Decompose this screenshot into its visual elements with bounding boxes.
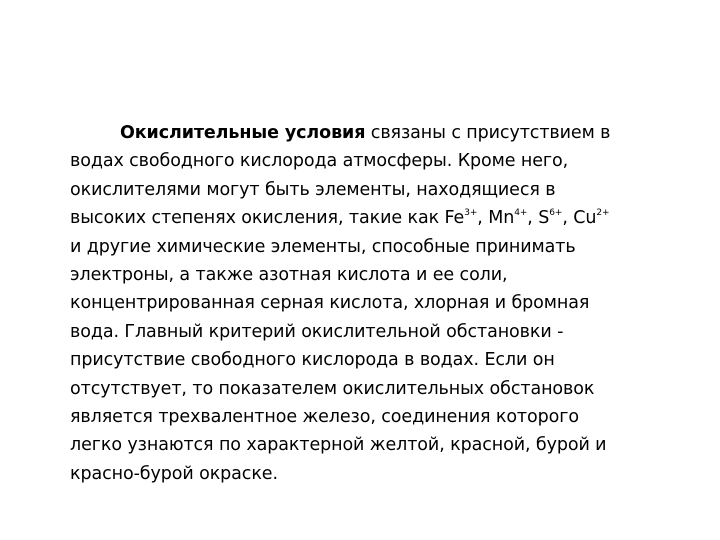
text-line: является трехвалентное железо, соединения которого bbox=[70, 407, 579, 428]
ion-fe bbox=[445, 208, 489, 228]
text-line: легко узнаются по характерной желтой, красной, бурой и bbox=[70, 435, 607, 456]
ion-cu bbox=[573, 208, 609, 228]
ion-separator: , bbox=[477, 208, 489, 229]
ion-symbol: Cu bbox=[573, 208, 597, 229]
text-line: концентрированная серная кислота, хлорная и бромная bbox=[70, 293, 590, 314]
text-fragment: связаны с присутствием в bbox=[365, 123, 611, 143]
ion-charge: 3+ bbox=[464, 208, 478, 219]
ion-symbol: Fe bbox=[444, 208, 465, 229]
text-line: электроны, а также азотная кислота и ее соли, bbox=[70, 265, 508, 286]
ion-charge: 2+ bbox=[596, 208, 610, 219]
ion-mn bbox=[488, 208, 538, 228]
text-line: и другие химические элементы, способные принимать bbox=[70, 236, 576, 257]
text-line: отсутствует, то показателем окислительных обстановок bbox=[70, 378, 595, 399]
text-line bbox=[70, 119, 670, 147]
ion-separator: , bbox=[562, 208, 574, 229]
ion-charge: 4+ bbox=[514, 208, 528, 219]
bold-term: Окислительные условия bbox=[120, 123, 366, 143]
text-line: красно-бурой окраске. bbox=[70, 463, 278, 484]
text-line-ions bbox=[70, 204, 670, 232]
ion-symbol: S bbox=[538, 208, 550, 229]
text-line: окислителями могут быть элементы, находящиеся в bbox=[70, 179, 556, 200]
body-paragraph bbox=[70, 119, 670, 488]
ion-separator: , bbox=[527, 208, 539, 229]
text-line: вода. Главный критерий окислительной обстановки - bbox=[70, 321, 564, 342]
ion-s bbox=[538, 208, 573, 228]
text-line: водах свободного кислорода атмосферы. Кроме него, bbox=[70, 151, 569, 172]
ion-symbol: Mn bbox=[488, 208, 515, 229]
text-line: присутствие свободного кислорода в водах. Если он bbox=[70, 350, 555, 371]
text-fragment: высоких степенях окисления, такие как bbox=[70, 208, 445, 229]
ion-charge: 6+ bbox=[549, 208, 563, 219]
